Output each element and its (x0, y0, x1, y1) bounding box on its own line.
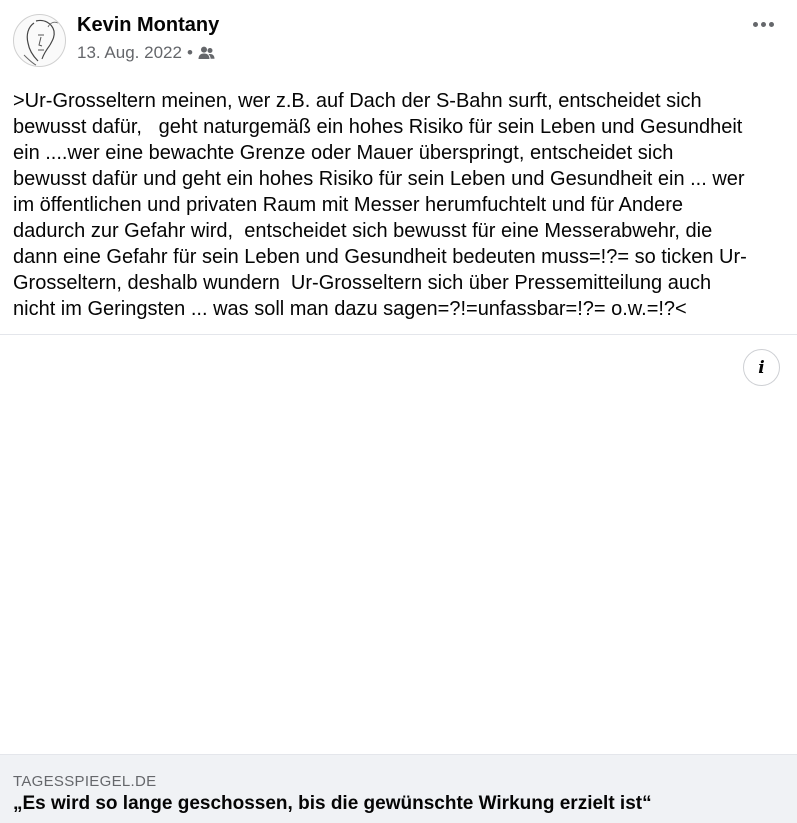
info-button[interactable] (743, 349, 780, 386)
author-name[interactable]: Kevin Montany (77, 14, 220, 36)
info-icon: i (758, 357, 765, 378)
link-preview-card[interactable] (0, 754, 797, 823)
more-options-button[interactable] (747, 12, 779, 36)
link-title[interactable]: „Es wird so lange geschossen, bis die gewünschte Wirkung erzielt ist“ (13, 793, 652, 814)
post-text: >Ur-Grosseltern meinen, wer z.B. auf Dach der S-Bahn surft, entscheidet sich bewusst dafür, geht naturgemäß ein hohes Risiko für sein Leben und Gesundheit ein ....wer eine bewachte Grenze oder Mauer überspringt, entscheidet sich bewusst dafür und geht ein hohes Risiko für sein Leben und Gesundheit ein ... wer im öffentlichen und privaten Raum mit Messer herumfuchtelt und für Andere dadurch zur Gefahr wird, entscheidet sich bewusst für eine Messerabwehr, die dann eine Gefahr für sein Leben und Gesundheit bedeuten muss=!?= so ticken Ur- Grosseltern, deshalb wundern Ur-Grosseltern sich über Pressemitteilung auch nicht im Geringsten ... was soll man dazu sagen=?!=unfassbar=!?= o.w.=!?< (13, 90, 747, 320)
post-meta (77, 43, 215, 63)
meta-separator: • (186, 43, 193, 62)
post-date[interactable]: 13. Aug. 2022 (77, 43, 182, 62)
avatar[interactable] (13, 14, 66, 67)
post-header (0, 0, 797, 80)
more-options-icon (753, 22, 774, 27)
avatar-sketch-face (14, 15, 66, 67)
friends-icon[interactable] (198, 46, 215, 60)
link-media-area[interactable] (0, 335, 797, 754)
link-domain: TAGESSPIEGEL.DE (13, 773, 157, 790)
